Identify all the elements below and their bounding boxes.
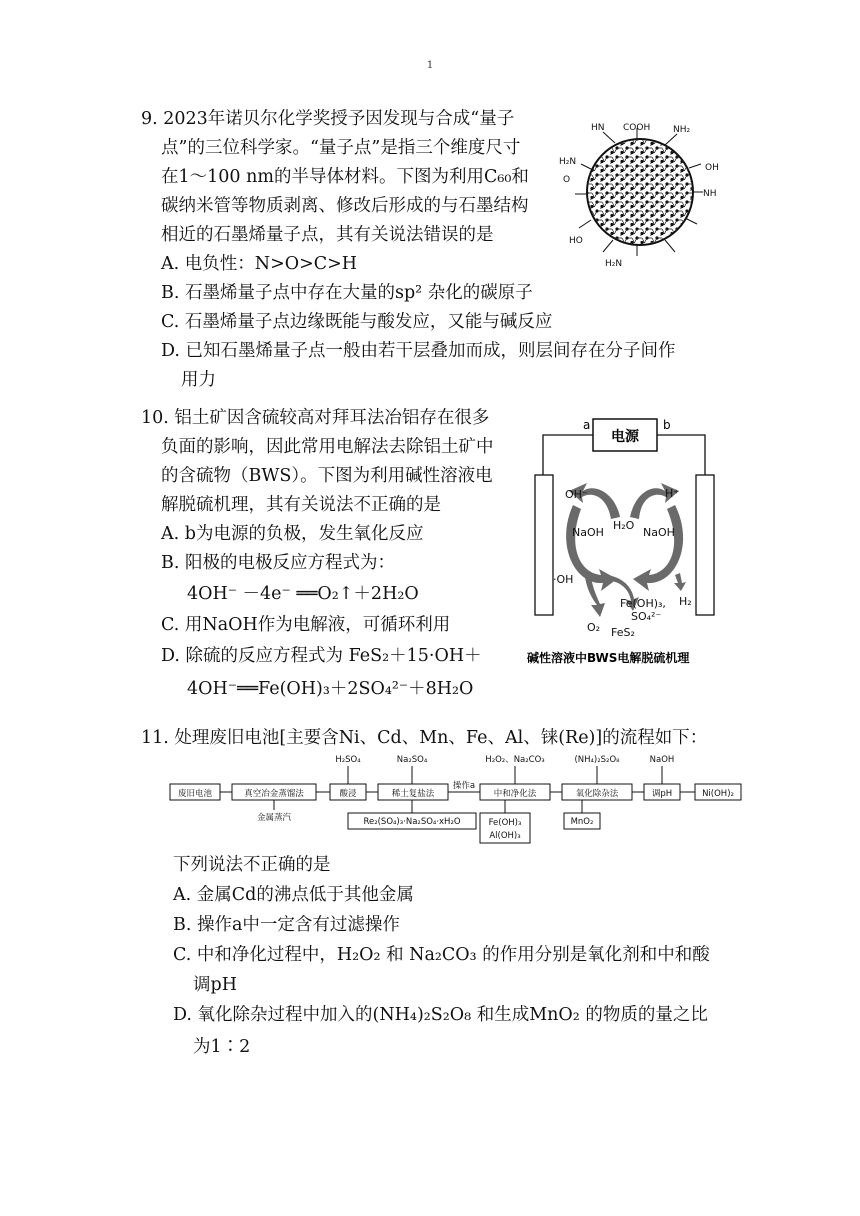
fig10-naoh-right: NaOH: [643, 526, 675, 539]
flow-out-feoh3: Fe(OH)₃: [488, 818, 522, 828]
fig9-label-o-1: O: [563, 175, 571, 185]
fig10-h2: H₂: [679, 595, 692, 608]
flow-out-mno2: MnO₂: [570, 817, 594, 827]
q11-option-c: C. 中和净化过程中，H₂O₂ 和 Na₂CO₃ 的作用分别是氧化剂和中和酸: [173, 945, 710, 965]
flow-reagent-naoh: NaOH: [649, 755, 675, 765]
fig10-h2o: H₂O: [613, 519, 635, 532]
flow-box-acid-leach: 酸浸: [339, 789, 357, 799]
fig10-so4: SO₄²⁻: [631, 610, 662, 623]
flow-box-rare-earth: 稀土复盐法: [391, 789, 435, 799]
fig9-label-nh2-1: NH₂: [673, 125, 691, 135]
q11-option-d-cont: 为1∶2: [193, 1037, 251, 1057]
electrolysis-figure: [525, 405, 750, 670]
fig10-o2: O₂: [587, 621, 601, 634]
terminal-a-label: a: [583, 418, 591, 432]
q9-option-b: B. 石墨烯量子点中存在大量的sp² 杂化的碳原子: [161, 283, 533, 303]
q10-option-a: A. b为电源的负极，发生氧化反应: [161, 524, 424, 544]
fig9-label-nh: NH: [703, 189, 717, 199]
flow-box-neutralize: 中和净化法: [493, 789, 537, 799]
flow-box-product: Ni(OH)₂: [702, 789, 734, 799]
fig10-oh-minus: OH⁻: [565, 488, 588, 501]
q11-prompt: 下列说法不正确的是: [173, 855, 331, 875]
flow-box-adjust-ph: 调pH: [651, 789, 673, 799]
fig10-oh-radical: ·OH: [553, 573, 574, 586]
fig10-h-plus: H⁺: [665, 487, 680, 500]
terminal-b-label: b: [663, 418, 671, 432]
fig9-label-h2n-2: H₂N: [605, 259, 623, 269]
fig9-label-cooh: COOH: [623, 123, 651, 133]
q11-stem: 11. 处理废旧电池[主要含Ni、Cd、Mn、Fe、Al、铼(Re)]的流程如下：: [141, 728, 708, 748]
q10-option-b: B. 阳极的电极反应方程式为：: [161, 553, 395, 573]
q10-option-c: C. 用NaOH作为电解液，可循环利用: [161, 615, 451, 635]
q11-option-c-cont: 调pH: [193, 975, 237, 995]
page-number: 1: [426, 60, 434, 71]
q9-line-3: 在1～100 nm的半导体材料。下图为利用C₆₀和: [161, 167, 529, 187]
q9-line-2: 点”的三位科学家。“量子点”是指三个维度尺寸: [161, 138, 521, 158]
fig10-naoh-left: NaOH: [572, 526, 604, 539]
q9-line-1: 9. 2023年诺贝尔化学奖授予因发现与合成“量子: [141, 109, 515, 129]
fig9-label-h2n-1: H₂N: [559, 157, 577, 167]
fig9-label-ho: HO: [569, 236, 583, 246]
flow-out-aloh3: Al(OH)₃: [489, 831, 521, 841]
flow-box-oxidize: 氧化除杂法: [575, 789, 619, 799]
fig10-fes2: FeS₂: [611, 626, 635, 639]
flow-reagent-na2so4: Na₂SO₄: [396, 755, 428, 765]
power-label: 电源: [611, 429, 639, 445]
q10-option-d-equation: 4OH⁻══Fe(OH)₃＋2SO₄²⁻＋8H₂O: [187, 679, 474, 699]
arrow-to-h2: [674, 573, 686, 591]
q9-option-c: C. 石墨烯量子点边缘既能与酸发应，又能与碱反应: [161, 312, 553, 332]
q10-line-3: 的含硫物（BWS）。下图为利用碱性溶液电: [161, 466, 493, 486]
q9-option-d-cont: 用力: [181, 370, 216, 390]
flow-reagent-persulfate: (NH₄)₂S₂O₈: [574, 755, 620, 765]
flow-box-vacuum-distill: 真空冶金蒸馏法: [244, 789, 304, 799]
flow-reagent-h2o2-na2co3: H₂O₂、Na₂CO₃: [485, 755, 545, 765]
q9-line-5: 相近的石墨烯量子点，其有关说法错误的是: [161, 225, 494, 245]
q9-option-a: A. 电负性：N>O>C>H: [161, 254, 358, 274]
flow-box-waste-battery: 废旧电池: [177, 789, 213, 799]
graphene-quantum-dot-figure: [555, 110, 725, 275]
flow-out-re-salt: Re₂(SO₄)₃·Na₂SO₄·xH₂O: [363, 817, 461, 827]
q9-line-4: 碳纳米管等物质剥离、修改后形成的与石墨结构: [161, 196, 529, 216]
right-electrode: [696, 475, 714, 615]
q11-option-b: B. 操作a中一定含有过滤操作: [173, 915, 400, 935]
q9-option-d: D. 已知石墨烯量子点一般由若干层叠加而成，则层间存在分子间作: [161, 341, 676, 361]
flow-reagent-h2so4: H₂SO₄: [335, 755, 361, 765]
q10-line-2: 负面的影响，因此常用电解法去除铝土矿中: [161, 437, 494, 457]
process-flowchart: [150, 752, 770, 847]
left-electrode: [535, 475, 553, 615]
arrow-right-loop: [633, 505, 683, 591]
q10-line-1: 10. 铝土矿因含硫较高对拜耳法冶铝存在很多: [141, 408, 490, 428]
q10-option-b-equation: 4OH⁻ －4e⁻ ══O₂↑＋2H₂O: [187, 584, 419, 604]
fig9-label-oh-1: OH: [705, 163, 719, 173]
fig10-feoh3: Fe(OH)₃,: [620, 597, 666, 610]
fig9-label-hn: HN: [591, 123, 605, 133]
fig10-caption: 碱性溶液中BWS电解脱硫机理: [527, 651, 690, 665]
q11-option-a: A. 金属Cd的沸点低于其他金属: [173, 885, 414, 905]
flow-operation-a: 操作a: [452, 781, 476, 791]
q10-line-4: 解脱硫机理，其有关说法不正确的是: [161, 495, 441, 515]
q11-option-d: D. 氧化除杂过程中加入的(NH₄)₂S₂O₈ 和生成MnO₂ 的物质的量之比: [173, 1005, 708, 1025]
flow-out-metal-vapor: 金属蒸汽: [256, 813, 292, 823]
q10-option-d: D. 除硫的反应方程式为 FeS₂＋15·OH＋: [161, 646, 482, 666]
